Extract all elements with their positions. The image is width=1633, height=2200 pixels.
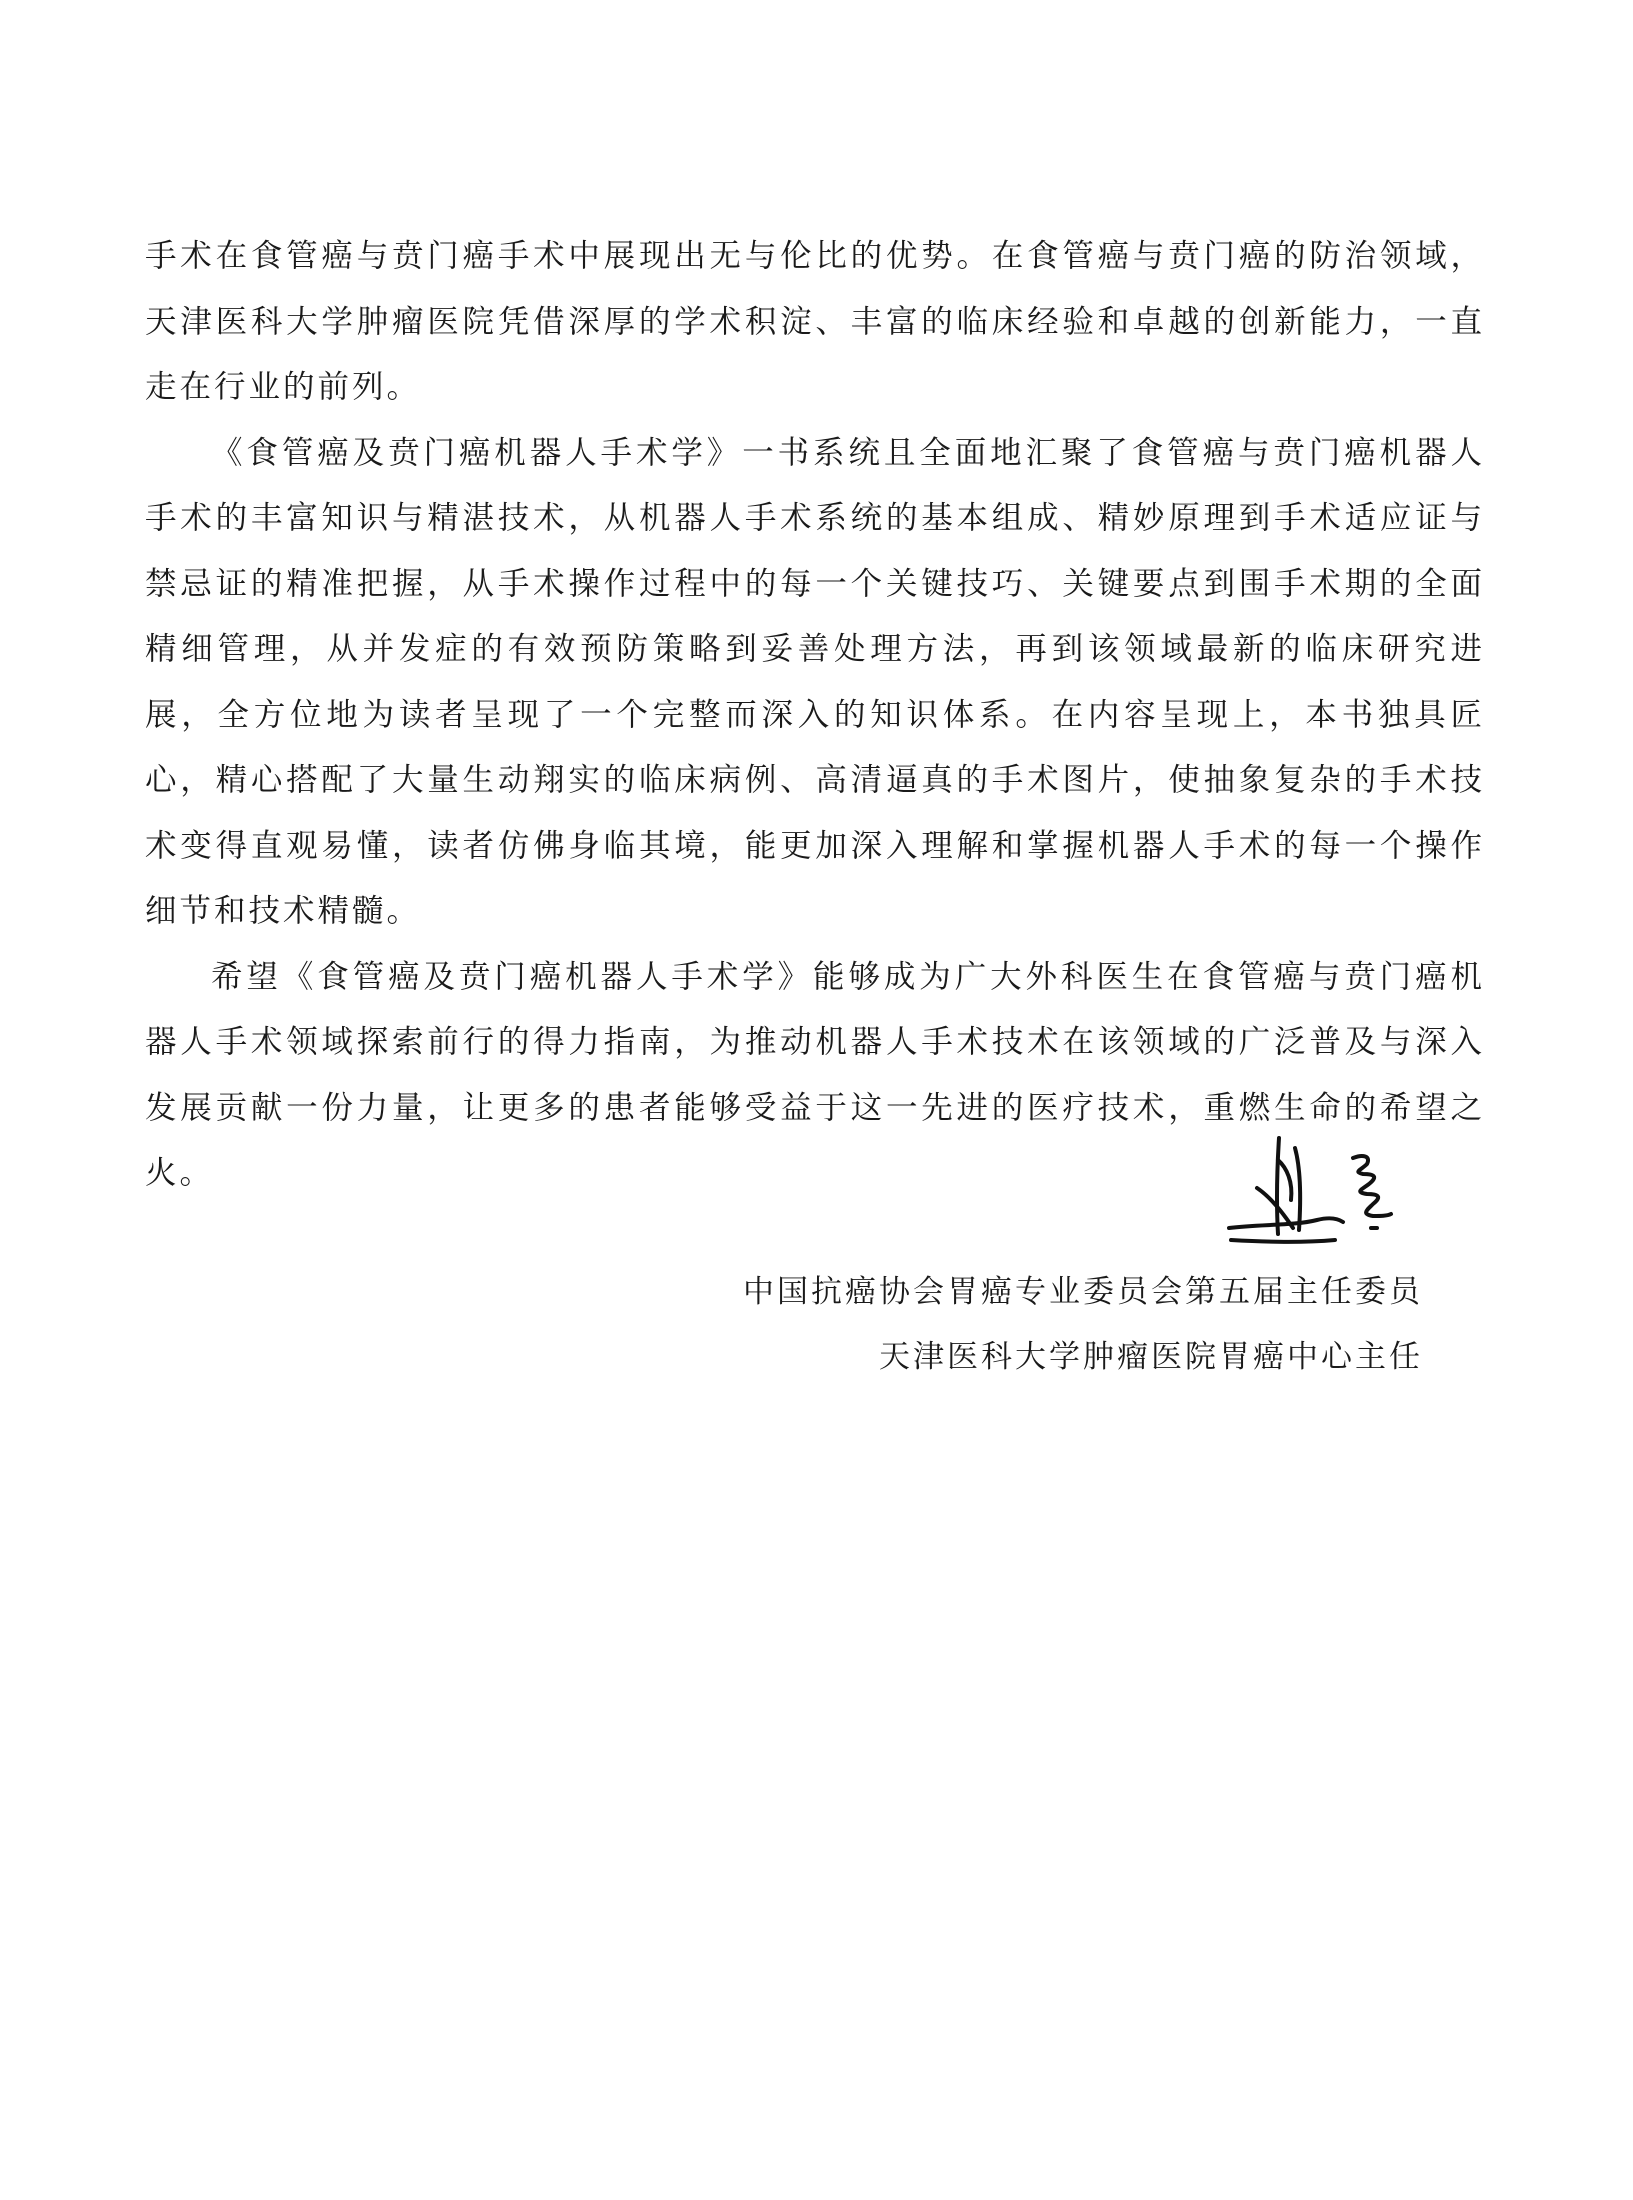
paragraph-3: 希望《食管癌及贲门癌机器人手术学》能够成为广大外科医生在食管癌与贲门癌机器人手术领域探索前行的得力指南，为推动机器人手术技术在该领域的广泛普及与深入发展贡献一份力量，让更多的患者能够受益于这一先进的医疗技术，重燃生命的希望之火。 <box>145 958 1485 1191</box>
paragraph-1: 手术在食管癌与贲门癌手术中展现出无与伦比的优势。在食管癌与贲门癌的防治领域，天津医科大学肿瘤医院凭借深厚的学术积淀、丰富的临床经验和卓越的创新能力，一直走在行业的前列。 <box>145 238 1485 405</box>
signer-title-line-2: 天津医科大学肿瘤医院胃癌中心主任 <box>879 1339 1423 1375</box>
preface-body <box>145 224 1485 1207</box>
paragraph-2: 《食管癌及贲门癌机器人手术学》一书系统且全面地汇聚了食管癌与贲门癌机器人手术的丰富知识与精湛技术，从机器人手术系统的基本组成、精妙原理到手术适应证与禁忌证的精准把握，从手术操作过程中的每一个关键技巧、关键要点到围手术期的全面精细管理，从并发症的有效预防策略到妥善处理方法，再到该领域最新的临床研究进展，全方位地为读者呈现了一个完整而深入的知识体系。在内容呈现上，本书独具匠心，精心搭配了大量生动翔实的临床病例、高清逼真的手术图片，使抽象复杂的手术技术变得直观易懂，读者仿佛身临其境，能更加深入理解和掌握机器人手术的每一个操作细节和技术精髓。 <box>145 434 1485 929</box>
handwritten-signature <box>1221 1130 1421 1260</box>
signer-title-line-1: 中国抗癌协会胃癌专业委员会第五届主任委员 <box>743 1274 1423 1310</box>
signature-block <box>703 1130 1423 1390</box>
